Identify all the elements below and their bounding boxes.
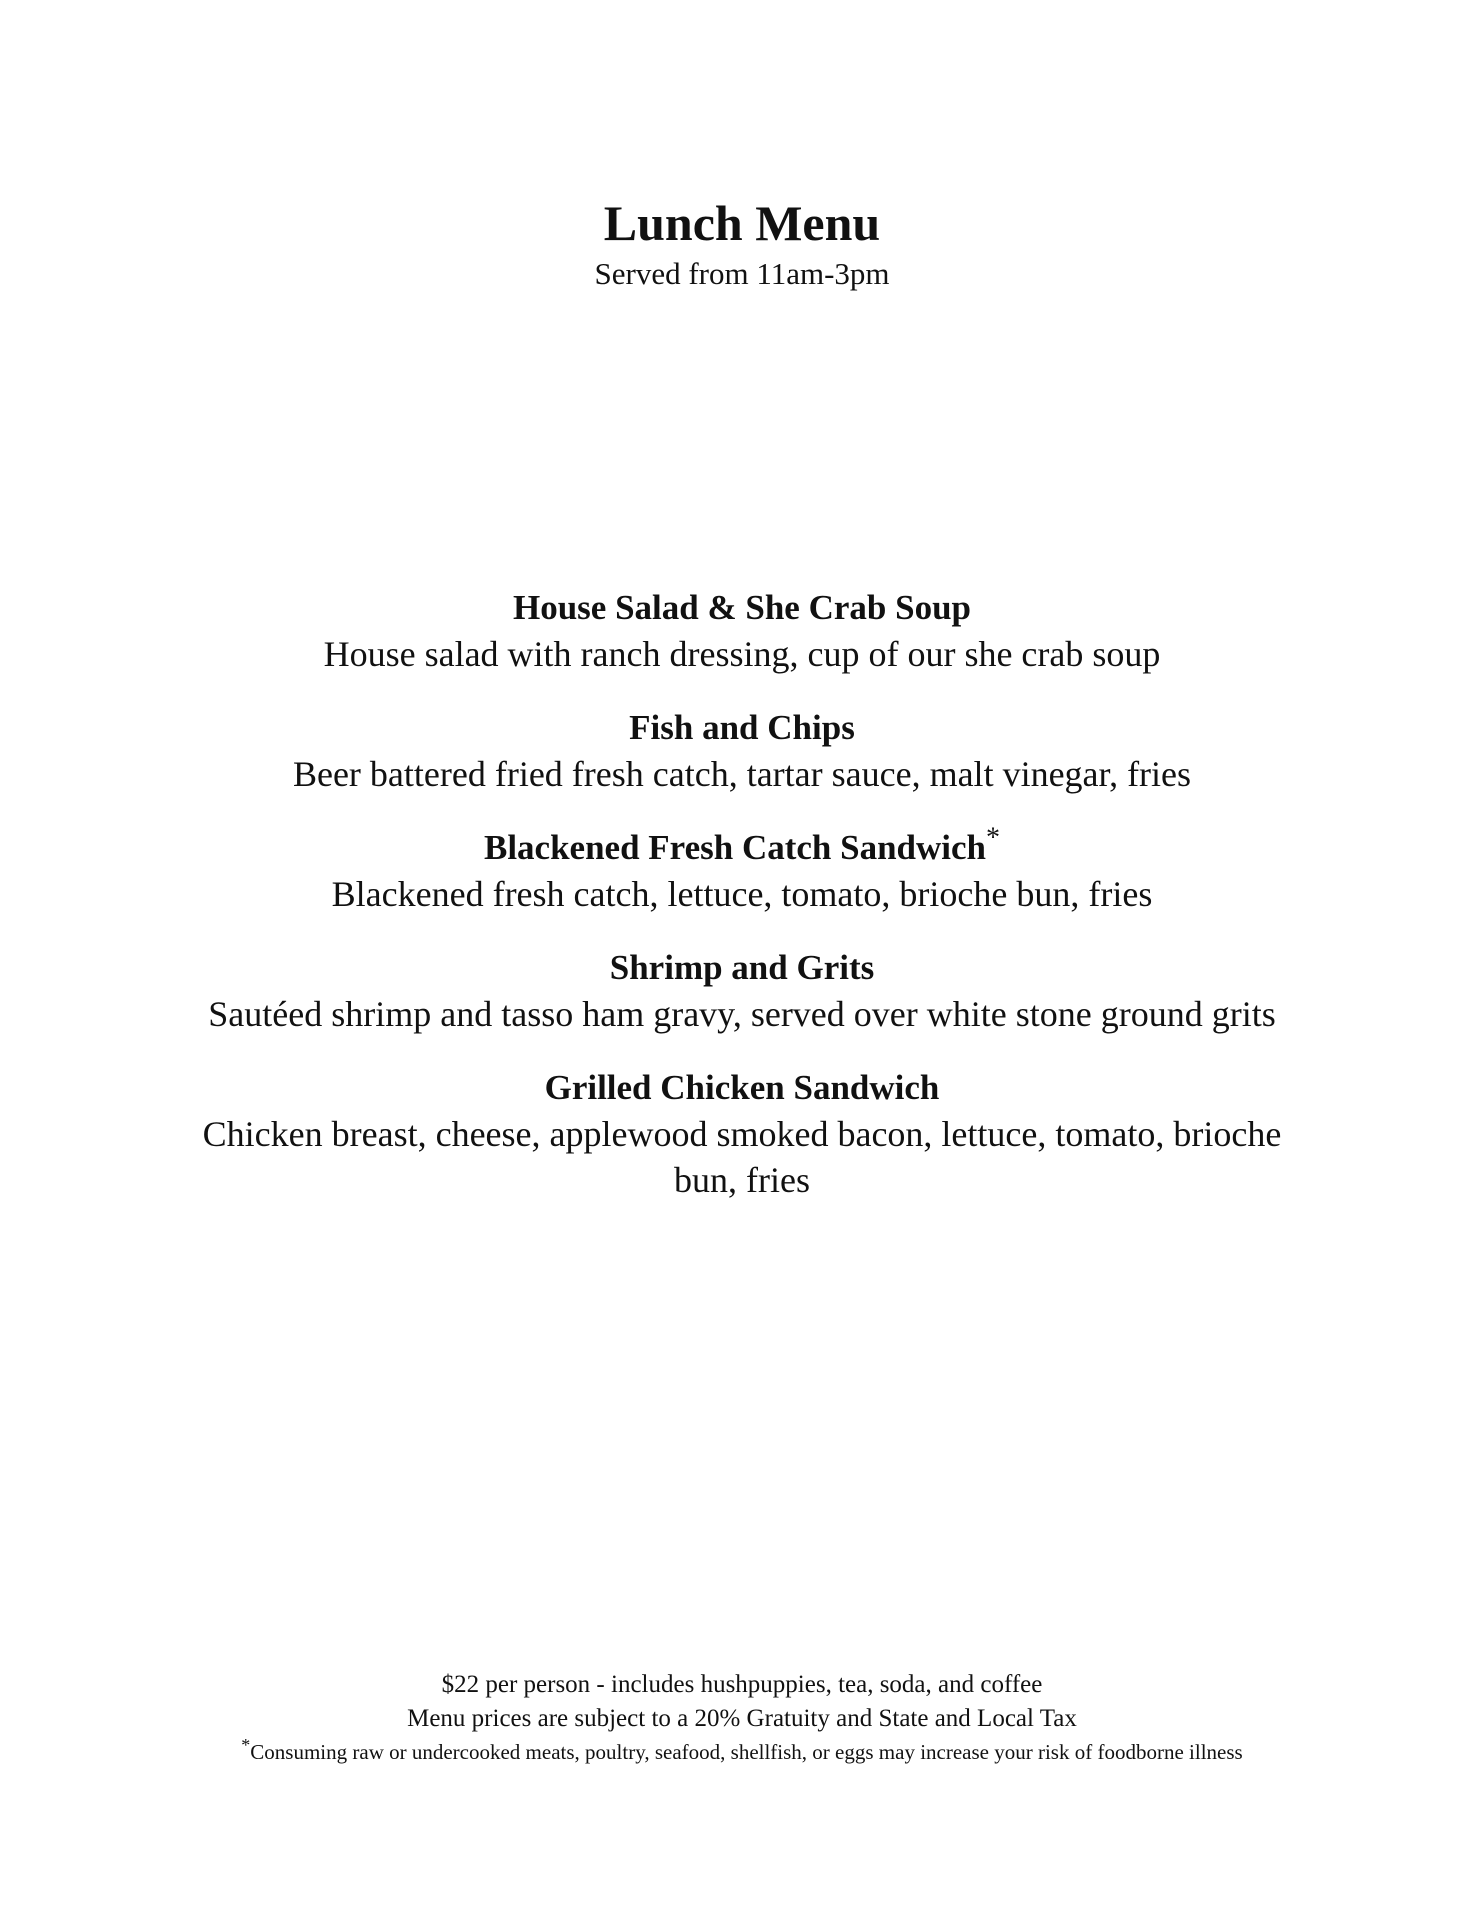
menu-list — [0, 585, 1484, 1231]
item-description: Beer battered fried fresh catch, tartar sauce, malt vinegar, fries — [292, 754, 1192, 794]
warning-marker: * — [241, 1735, 251, 1755]
item-name: Shrimp and Grits — [609, 948, 875, 987]
menu-item-shrimp-and-grits — [0, 945, 1484, 1037]
item-name: Grilled Chicken Sandwich — [544, 1068, 940, 1107]
item-name: Blackened Fresh Catch Sandwich* — [483, 822, 1001, 867]
menu-item-fish-and-chips — [0, 705, 1484, 797]
menu-header — [0, 193, 1484, 292]
item-description: Blackened fresh catch, lettuce, tomato, brioche bun, fries — [331, 874, 1153, 914]
raw-warning-marker: * — [986, 822, 1001, 854]
price-line: $22 per person - includes hushpuppies, tea, soda, and coffee — [441, 1671, 1043, 1698]
item-description: Sautéed shrimp and tasso ham gravy, served over white stone ground grits — [208, 994, 1276, 1034]
page-title: Lunch Menu — [603, 195, 881, 251]
gratuity-line: Menu prices are subject to a 20% Gratuity and State and Local Tax — [407, 1705, 1077, 1732]
serving-hours: Served from 11am-3pm — [594, 256, 890, 291]
item-name: House Salad & She Crab Soup — [512, 588, 972, 627]
menu-item-grilled-chicken-sandwich — [0, 1065, 1484, 1203]
menu-item-blackened-fresh-catch-sandwich — [0, 822, 1484, 917]
item-description: Chicken breast, cheese, applewood smoked bacon, lettuce, tomato, brioche bun, fries — [202, 1114, 1282, 1200]
menu-footer — [0, 1668, 1484, 1768]
menu-item-house-salad-she-crab-soup — [0, 585, 1484, 677]
foodborne-illness-warning: *Consuming raw or undercooked meats, poultry, seafood, shellfish, or eggs may increase your risk of foodborne illness — [241, 1735, 1243, 1764]
item-name: Fish and Chips — [629, 708, 855, 747]
item-description: House salad with ranch dressing, cup of our she crab soup — [323, 634, 1161, 674]
